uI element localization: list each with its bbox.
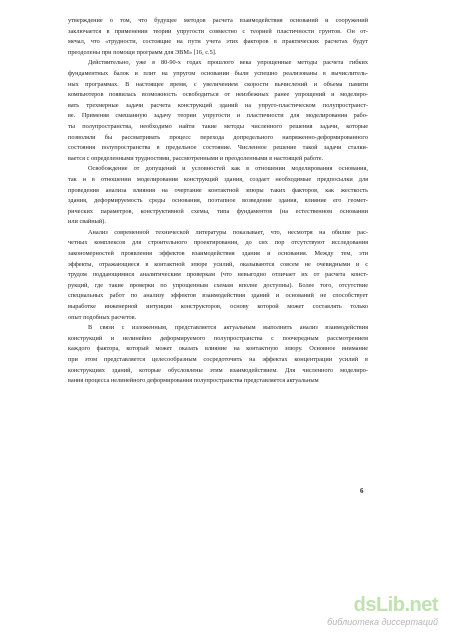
text-line: опыт подобных расчетов.: [68, 313, 137, 321]
text-line: Анализ современной технической литературы показывает, что, несмотря на обилие рас-: [88, 228, 368, 236]
text-line: преодолены при помощи программ для ЭВМ» [16, с.5].: [68, 48, 217, 56]
text-line: выработке инженерной интуиции конструкторов, основу которой может составлять только: [68, 303, 368, 311]
text-line: так и в отношении моделирования конструкций здания, создает необходимые предпосылки для: [68, 175, 368, 183]
text-line: компьютеров появилась возможность освободиться от неизбежных ранее упрощений и моделиро-: [68, 91, 368, 99]
text-line: четных комплексов для строительного проектирования, до сих пор отсутствуют исследования: [68, 239, 368, 247]
watermark: [308, 594, 438, 627]
text-line: позволяли бы рассматривать процесс перехода допредельного напряженно-деформированного: [68, 133, 368, 141]
watermark-subtitle: библиотека диссертаций: [327, 617, 438, 627]
text-line: Освобождение от допущений и условностей как в отношении моделирования основания,: [88, 165, 368, 173]
text-line: ты полупространства, необходимо найти такие методы численного решения задачи, которые: [68, 122, 368, 130]
body-text: [68, 16, 368, 387]
text-line: состояния полупространства в предельное состояние. Численное решение такой задачи сталки-: [68, 144, 368, 152]
text-line: конструкциях зданий, которые обусловлены этим взаимодействием. Для численного моделиро-: [68, 366, 368, 374]
text-line: закономерностей проявления эффектов взаимодействия здания и основания. Между тем, эти: [68, 250, 368, 258]
text-line: при этом представляется целесообразным сосредоточить на эффектах концентрации усилий в: [68, 356, 368, 363]
paragraph: [68, 58, 368, 164]
text-line: утверждение о том, что будущее методов расчета взаимодействия оснований и сооружений: [68, 17, 368, 24]
text-line: ве. Применяя смешанную задачу теории упругости и пластичности для моделирования рабо-: [68, 112, 368, 120]
text-line: ных программах. В настоящее время, с увеличением скорости вычислений и объема памяти: [68, 80, 368, 88]
text-line: специальных работ по анализу эффектов взаимодействия зданий и оснований не способствует: [68, 292, 368, 300]
text-line: рических параметров, конструктивной схемы, типа фундаментов (на естественном основании: [68, 207, 368, 215]
text-line: или свайный).: [68, 218, 106, 226]
text-line: здания, деформируемость среды основания, поэтапное возведение здания, влияние его геомет-: [68, 197, 368, 205]
page-number: 6: [360, 487, 364, 495]
text-line: вания процесса нелинейного деформирования полупространства представляется актуальным: [68, 377, 319, 385]
paragraph: [68, 323, 368, 387]
paragraph: [68, 228, 368, 323]
text-line: трудом поддающимися аналитическим проверкам (что невыгодно отличает их от расчета конст-: [68, 271, 368, 279]
text-line: вать трехмерные задачи расчета конструкций зданий на упруго-пластическом полупространст-: [68, 101, 368, 109]
text-line: Действительно, уже в 80-90-х годах прошлого века упрощенные методы расчета гибких: [88, 59, 368, 67]
text-line: эффекты, отражающиеся в контактной эпюре усилий, оказываются совсем не очевидными и с: [68, 260, 368, 268]
text-line: фундаментных балок и плит на упругом основании были успешно реализованы в вычислитель-: [68, 69, 368, 77]
text-line: В связи с изложенным, представляется актуальным выполнить анализ взаимодействия: [88, 324, 368, 332]
text-line: вается с определенными трудностями, рассмотренными и преодоленными в настоящей работе.: [68, 154, 324, 162]
text-line: проведения анализа влияния на очертание контактной эпюры таких факторов, как жесткость: [68, 186, 368, 194]
text-line: каждого фактора, который может оказать влияние на контактную эпюру. Основное внимание: [68, 345, 368, 353]
paragraph: [68, 164, 368, 228]
text-line: конструкций и нелинейно деформируемого полупространства с поочередным рассмотрением: [68, 334, 368, 342]
watermark-logo: dsLib.net: [353, 594, 438, 616]
paragraph: [68, 16, 368, 58]
text-line: мечал, что «трудности, состоящие на пути учета этих факторов в практических расчетах будут: [68, 38, 368, 46]
text-line: заключается в применении теории упругости совместно с теорией пластичности грунтов. Он от-: [68, 27, 368, 35]
text-line: рукций, где такие проверки по упрощенным схемам вполне доступны). Более того, отсутствие: [68, 281, 368, 289]
